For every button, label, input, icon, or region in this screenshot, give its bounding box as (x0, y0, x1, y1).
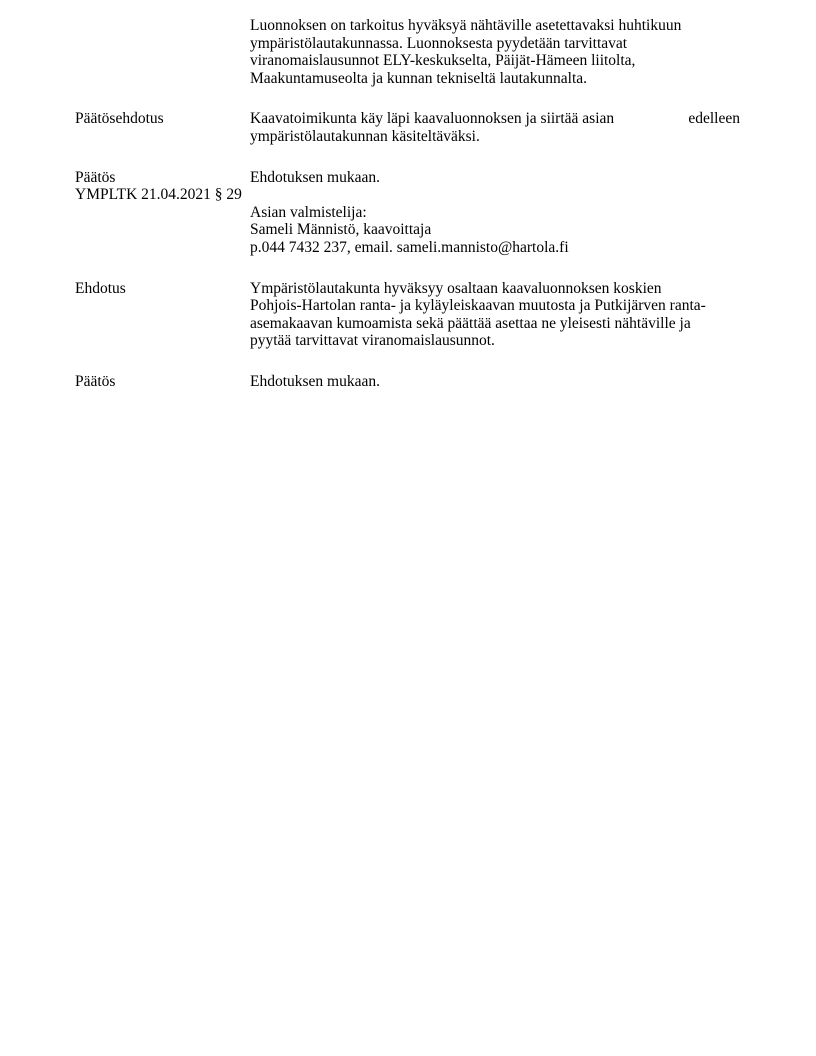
paatosehdotus-line-1 (250, 110, 740, 128)
preparer-contact-line: p.044 7432 237, email. sameli.mannisto@hartola.fi (250, 238, 569, 256)
paatos-2-row (75, 373, 740, 391)
paatos-ympltk-section (75, 169, 740, 257)
intro-line: Maakuntamuseolta ja kunnan tekniseltä lautakunnalta. (250, 69, 588, 87)
intro-paragraph (75, 17, 740, 87)
intro-line: ympäristölautakunnassa. Luonnoksesta pyydetään tarvittavat (250, 34, 628, 52)
preparer-block (75, 204, 740, 257)
intro-line: viranomaislausunnot ELY-keskukselta, Päijät-Hämeen liitolta, (250, 52, 636, 70)
paatosehdotus-line-2: ympäristölautakunnan käsiteltäväksi. (250, 127, 480, 145)
paatos-1-row (75, 169, 740, 187)
ehdotus-line: Pohjois-Hartolan ranta- ja kyläyleiskaavan muutosta ja Putkijärven ranta- (250, 297, 706, 315)
paatos-2-label: Päätös (75, 372, 116, 390)
paatosehdotus-section (75, 110, 740, 145)
paatosehdotus-line-1-right: edelleen (688, 110, 740, 128)
ehdotus-line: Ympäristölautakunta hyväksyy osaltaan kaavaluonnoksen koskien (250, 279, 662, 297)
ehdotus-label: Ehdotus (75, 279, 126, 297)
ehdotus-line: pyytää tarvittavat viranomaislausunnot. (250, 332, 495, 350)
ehdotus-line: asemakaavan kumoamista sekä päättää asettaa ne yleisesti nähtäville ja (250, 314, 691, 332)
paatos-1-label: Päätös (75, 168, 116, 186)
preparer-name-line: Sameli Männistö, kaavoittaja (250, 221, 432, 239)
preparer-title-line: Asian valmistelija: (250, 203, 367, 221)
paatosehdotus-body (250, 110, 740, 145)
preparer-body (250, 204, 740, 257)
intro-paragraph-body (250, 17, 740, 87)
paatosehdotus-label: Päätösehdotus (75, 110, 164, 128)
ympltk-heading: YMPLTK 21.04.2021 § 29 (75, 186, 242, 204)
paatos-1-body: Ehdotuksen mukaan. (250, 168, 381, 186)
intro-line: Luonnoksen on tarkoitus hyväksyä nähtäville asetettavaksi huhtikuun (250, 17, 682, 34)
ehdotus-body (250, 280, 740, 350)
ehdotus-section (75, 280, 740, 350)
paatos-2-body: Ehdotuksen mukaan. (250, 372, 381, 390)
paatosehdotus-line-1-left: Kaavatoimikunta käy läpi kaavaluonnoksen ja siirtää asian (250, 110, 615, 128)
